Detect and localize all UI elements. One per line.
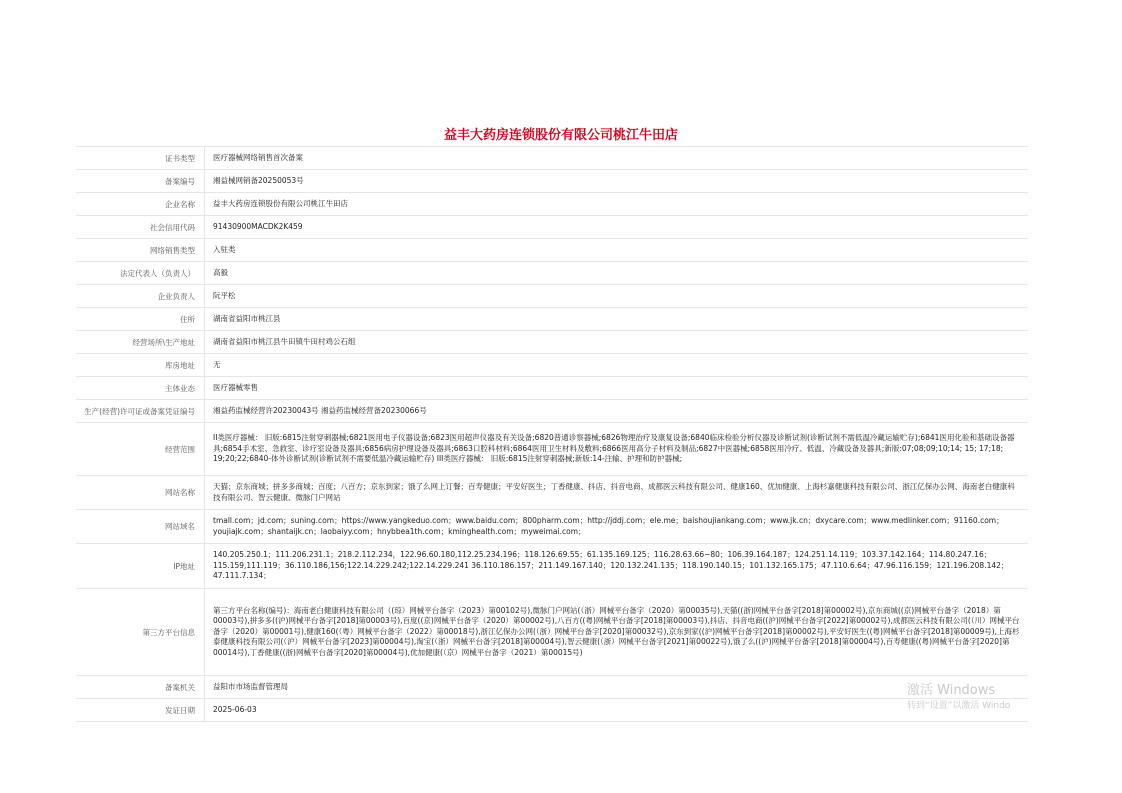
row-value-business-form: 医疗器械零售 [213, 382, 258, 392]
row-value-credit-code: 91430900MACDK2K459 [213, 221, 303, 231]
table-row [76, 423, 1028, 476]
page-title: 益丰大药房连锁股份有限公司桃江牛田店 [443, 128, 678, 143]
table-row [76, 170, 1028, 193]
row-label-business-address: 经营场所\生产地址 [76, 331, 205, 353]
row-label-business-scope: 经营范围 [76, 423, 205, 475]
row-value-ip-address: 140.205.250.1；111.206.231.1；218.2.112.234，122.96.60.180,112.25.234.196；118.126.69.55；61.135.169.125；116.28.63.66~80；106.39.164.187；124.251.14.119；103.37.142.164；114.80.247.16；115.159,111.119；36.110.186,156;122.14.229.242;122.14.229.241 36.110.186.157；211.149.167.140；120.132.241.135；118.190.140.15；101.132.165.175；47.110.6.64；47.96.116.159；121.196.208.142；47.111.7.134； [213, 550, 1009, 581]
row-value-sales-type: 入驻类 [213, 244, 236, 254]
windows-activation-watermark: 激活 Windows [907, 683, 996, 698]
row-label-credit-code: 社会信用代码 [76, 216, 205, 238]
row-value-authority: 益阳市市场监督管理局 [213, 681, 288, 691]
row-value-warehouse: 无 [213, 359, 221, 369]
row-label-ip-address: IP地址 [76, 544, 205, 588]
table-row [76, 262, 1028, 285]
table-row [76, 308, 1028, 331]
row-label-website-name: 网站名称 [76, 476, 205, 509]
row-label-sales-type: 网络销售类型 [76, 239, 205, 261]
row-value-legal-rep: 高毅 [213, 267, 228, 277]
table-row [76, 216, 1028, 239]
table-row [76, 239, 1028, 262]
row-label-cert-type: 证书类型 [76, 147, 205, 169]
table-row [76, 699, 1028, 722]
table-row [76, 285, 1028, 308]
row-value-website-name: 天猫；京东商城；拼多多商城；百度；八百方；京东到家；饿了么网上订餐；百寿健康；平安好医生；丁香健康、抖店、抖音电商、成都医云科技有限公司、健康160、优加健康、上海杉嘉健康科技有限公司、浙江亿保办公网、海南老白健康科技有限公司、智云健康、微脉门户网站 [213, 482, 1015, 502]
row-value-record-number: 湘益械网销备20250053号 [213, 175, 304, 185]
row-value-third-party: 第三方平台名称(编号)：海南老白健康科技有限公司（(琼）网械平台备字（2023）第00102号),微脉门户网站(（浙）网械平台备字（2020）第00035号),天猫((浙)网械平台备字[2018]第00002号),京东商城((京)网械平台备字（2018）第00003号),拼多多((沪)网械平台备字[2018]第00003号),百度((京)网械平台备字（2020）第00002号),八百方((粤)网械平台备字[2018]第00003号),抖店、抖音电商((沪)网械平台备字[2022]第00002号),成都医云科技有限公司(（川）网械平台备字（2020）第00001号),健康160(（粤）网械平台备字（2022）第00018号),浙江亿保办公网(（浙）网械平台备字[2020]第00032号),京东到家((沪)网械平台备字[2018]第00002号),平安好医生((粤)网械平台备字[2018]第00009号),上海杉泰健康科技有限公司(（沪）网械平台备字[2023]第00004号),淘宝(（浙）网械平台备字[2018]第00004号),智云健康(（浙）网械平台备字[2021]第00022号),饿了么((沪)网械平台备字[2018]第00004号),百寿健康((粤)网械平台备字[2020]第00014号),丁香健康((浙)网械平台备字[2020]第00004号),优加健康(（京）网械平台备字（2021）第00015号) [213, 605, 1020, 657]
table-row [76, 676, 1028, 699]
table-row [76, 400, 1028, 423]
row-label-issue-date: 发证日期 [76, 699, 205, 721]
row-value-issue-date: 2025-06-03 [213, 704, 257, 714]
row-value-business-address: 湖南省益阳市桃江县牛田镇牛田村鸡公石组 [213, 336, 356, 346]
row-value-residence: 湖南省益阳市桃江县 [213, 313, 281, 323]
row-label-company-name: 企业名称 [76, 193, 205, 215]
windows-activation-hint: 转到“设置”以激活 Windo [907, 701, 1011, 711]
table-row [76, 193, 1028, 216]
row-label-license-number: 生产(经营)许可证或备案凭证编号 [76, 400, 205, 422]
table-row [76, 544, 1028, 589]
row-label-record-number: 备案编号 [76, 170, 205, 192]
row-label-domain: 网站域名 [76, 510, 205, 543]
row-value-license-number: 湘益药监械经营许20230043号 湘益药监械经营备20230066号 [213, 405, 427, 415]
row-value-business-scope: II类医疗器械： 旧版:6815注射穿刺器械;6821医用电子仪器设备;6823医用超声仪器及有关设备;6820普通诊察器械;6826物理治疗及康复设备;6840临床检验分析仪器及诊断试剂(诊断试剂不需低温冷藏运输贮存);6841医用化验和基础设备器具;6854手术室、急救室、诊疗室设备及器具;6856病房护理设备及器具;6863口腔科材料;6864医用卫生材料及敷料;6866医用高分子材料及制品;6827中医器械;6858医用冷疗、低温、冷藏设备及器具;新版:07;08;09;10;14; 15; 17;18; 19;20;22;6840-体外诊断试剂(诊断试剂不需要低温冷藏运输贮存) III类医疗器械： 旧版:6815注射穿刺器械;新版:14-注输、护理和防护器械; [213, 433, 1015, 464]
row-label-warehouse: 库房地址 [76, 354, 205, 376]
table-row [76, 331, 1028, 354]
row-label-third-party: 第三方平台信息 [76, 589, 205, 675]
table-row [76, 476, 1028, 510]
table-row [76, 510, 1028, 544]
row-label-authority: 备案机关 [76, 676, 205, 698]
table-row [76, 354, 1028, 377]
table-row [76, 147, 1028, 170]
row-value-cert-type: 医疗器械网络销售首次备案 [213, 152, 303, 162]
row-label-residence: 住所 [76, 308, 205, 330]
row-label-business-form: 主体业态 [76, 377, 205, 399]
row-label-legal-rep: 法定代表人（负责人） [76, 262, 205, 284]
record-table [76, 146, 1028, 722]
row-label-company-head: 企业负责人 [76, 285, 205, 307]
row-value-company-name: 益丰大药房连锁股份有限公司桃江牛田店 [213, 198, 348, 208]
table-row [76, 377, 1028, 400]
table-row [76, 589, 1028, 676]
row-value-company-head: 阮平松 [213, 290, 236, 300]
row-value-domain: tmall.com；jd.com；suning.com；https://www.yangkeduo.com；www.baidu.com；800pharm.com；http://jddj.com；ele.me；baishoujiankang.com；www.jk.cn；dxycare.com；www.medlinker.com；91160.com；youjiajk.com；shantaijk.cn；laobaiyy.com；hnybbea1th.com；kminghealth.com；myweimai.com； [213, 516, 1004, 536]
